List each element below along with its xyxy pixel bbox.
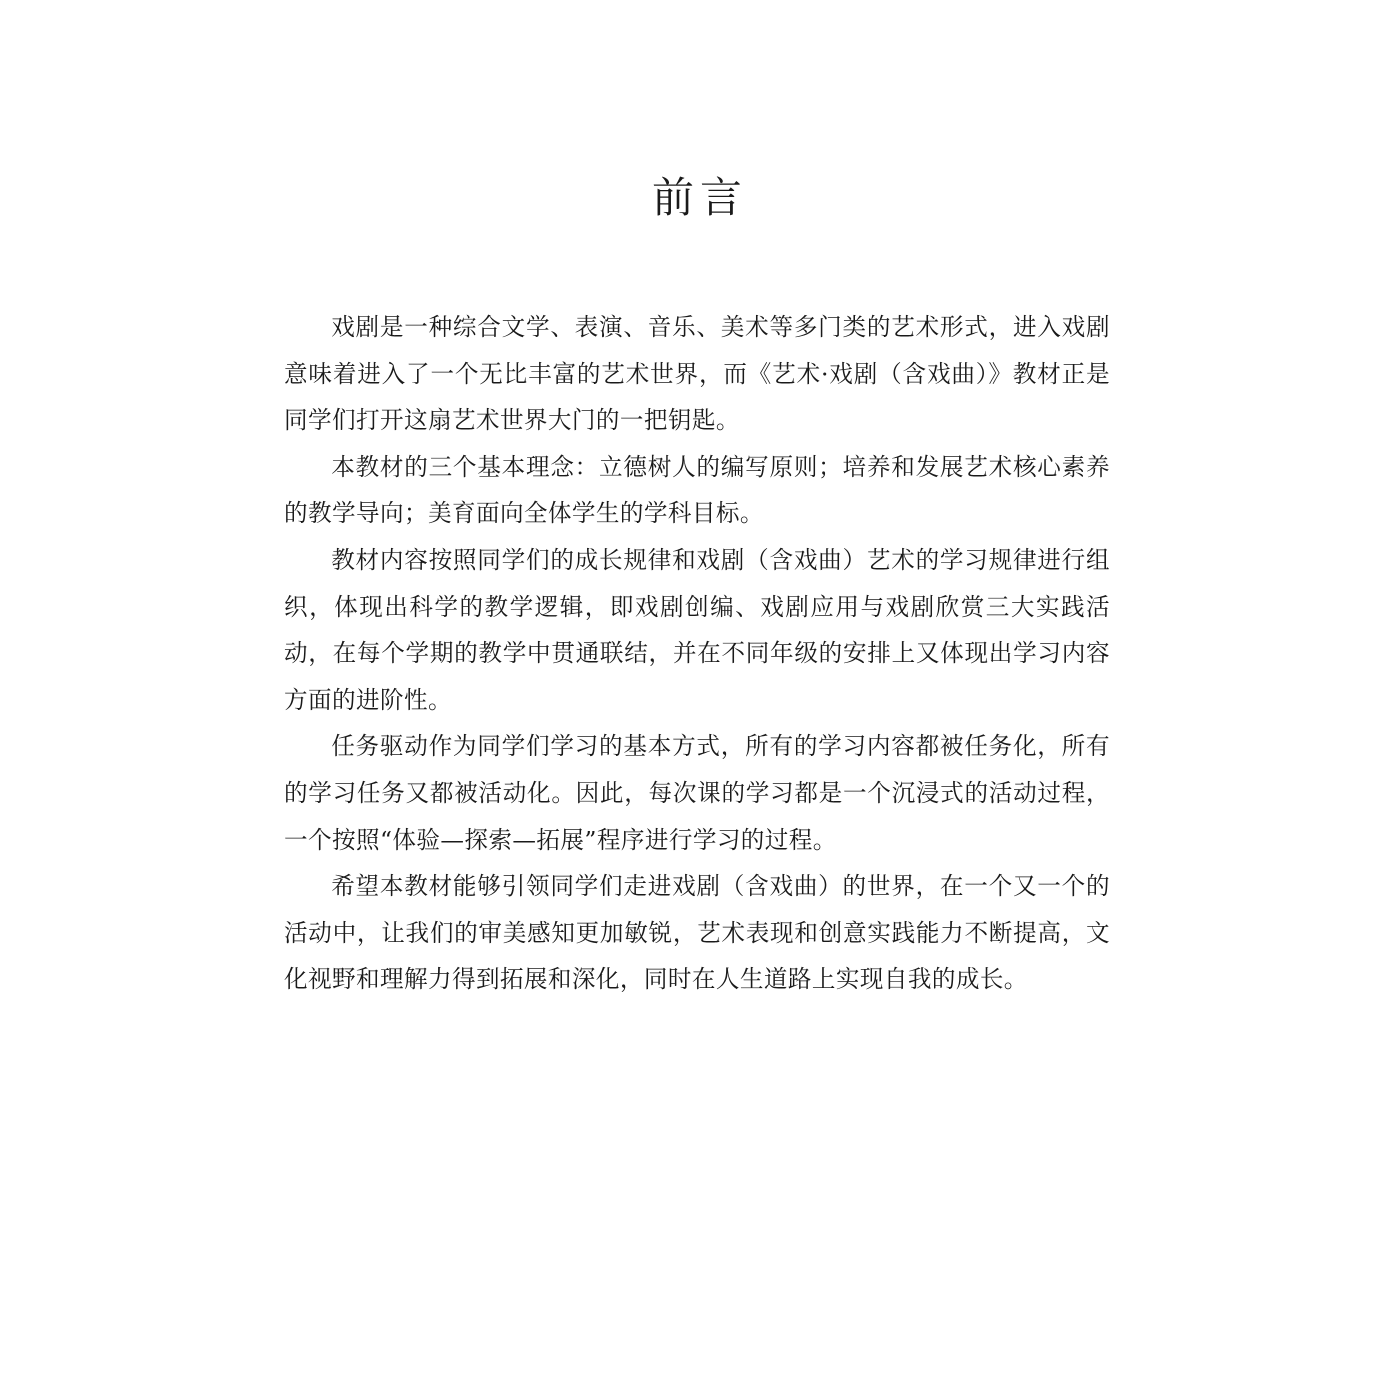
preface-body (284, 304, 1110, 1003)
paragraph: 任务驱动作为同学们学习的基本方式，所有的学习内容都被任务化，所有的学习任务又都被活动化。因此，每次课的学习都是一个沉浸式的活动过程，一个按照“体验—探索—拓展”程序进行学习的过程。 (284, 732, 1110, 854)
page-title: 前言 (651, 173, 748, 222)
paragraph: 希望本教材能够引领同学们走进戏剧（含戏曲）的世界，在一个又一个的活动中，让我们的审美感知更加敏锐，艺术表现和创意实践能力不断提高，文化视野和理解力得到拓展和深化，同时在人生道路上实现自我的成长。 (284, 872, 1110, 994)
paragraph: 教材内容按照同学们的成长规律和戏剧（含戏曲）艺术的学习规律进行组织，体现出科学的教学逻辑，即戏剧创编、戏剧应用与戏剧欣赏三大实践活动，在每个学期的教学中贯通联结，并在不同年级的安排上又体现出学习内容方面的进阶性。 (284, 545, 1110, 714)
paragraph: 本教材的三个基本理念：立德树人的编写原则；培养和发展艺术核心素养的教学导向；美育面向全体学生的学科目标。 (284, 452, 1110, 528)
paragraph: 戏剧是一种综合文学、表演、音乐、美术等多门类的艺术形式，进入戏剧意味着进入了一个无比丰富的艺术世界，而《艺术·戏剧（含戏曲）》教材正是同学们打开这扇艺术世界大门的一把钥匙。 (284, 313, 1110, 435)
